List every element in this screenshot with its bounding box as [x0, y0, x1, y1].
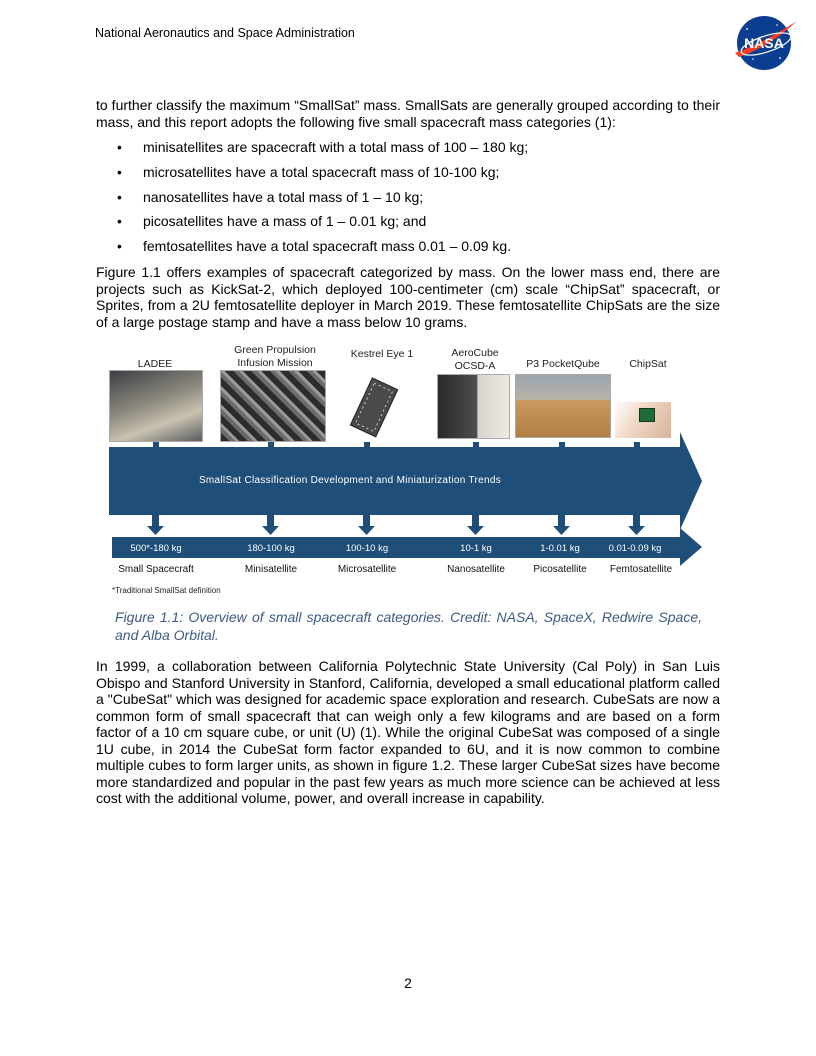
mass-range-label: 180-100 kg	[247, 543, 295, 554]
mass-range-label: 0.01-0.09 kg	[608, 543, 662, 554]
smallsat-classification-figure	[105, 340, 715, 602]
mass-range-label: 500*-180 kg	[130, 543, 182, 554]
classification-arrows	[105, 340, 715, 602]
nasa-logo-icon	[733, 13, 799, 73]
category-label: Small Spacecraft	[118, 564, 194, 575]
mission-label: ChipSat	[629, 358, 667, 370]
arrow-title: SmallSat Classification Development and Miniaturization Trends	[198, 475, 502, 486]
bullet-mark: •	[117, 213, 122, 230]
category-label: Minisatellite	[244, 564, 298, 575]
category-label: Femtosatellite	[609, 564, 673, 575]
list-item	[117, 164, 528, 189]
nasa-logo-text: NASA	[744, 35, 784, 51]
mass-category-list	[117, 139, 528, 263]
bullet-mark: •	[117, 139, 122, 155]
bullet-mark: •	[117, 163, 122, 180]
figure-footnote: *Traditional SmallSat definition	[112, 586, 221, 595]
list-item-text: femtosatellites have a total spacecraft mass 0.01 – 0.09 kg.	[143, 238, 512, 255]
header-organization: National Aeronautics and Space Administration	[95, 26, 355, 40]
list-item-text: minisatellites are spacecraft with a total mass of 100 – 180 kg;	[143, 139, 529, 155]
list-item-text: picosatellites have a mass of 1 – 0.01 kg; and	[143, 213, 427, 230]
page-number: 2	[404, 975, 412, 991]
mission-label: Kestrel Eye 1	[350, 348, 414, 360]
category-label: Nanosatellite	[447, 564, 505, 575]
list-item	[117, 189, 528, 214]
paragraph-figure-intro: Figure 1.1 offers examples of spacecraft categorized by mass. On the lower mass end, there are projects such as KickSat-2, which deployed 100-centimeter (cm) scale “ChipSat” spacecraft, or Sprites, from a 2U femtosatellite deployer in March 2019. These femtosatellite ChipSats are the size of a large postage stamp and have a mass below 10 grams.	[96, 264, 720, 330]
mass-range-label: 100-10 kg	[345, 543, 389, 554]
mass-range-label: 1-0.01 kg	[540, 543, 580, 554]
paragraph-intro: to further classify the maximum “SmallSat” mass. SmallSats are generally grouped according to their mass, and this report adopts the following five small spacecraft mass categories (1):	[96, 97, 720, 130]
list-item	[117, 139, 528, 164]
category-label: Picosatellite	[533, 564, 587, 575]
figure-caption: Figure 1.1: Overview of small spacecraft categories. Credit: NASA, SpaceX, Redwire Space, and Alba Orbital.	[115, 609, 702, 643]
bullet-mark: •	[117, 188, 122, 205]
list-item-text: nanosatellites have a total mass of 1 – 10 kg;	[143, 188, 424, 205]
mission-label: AeroCube OCSD-A	[451, 347, 499, 372]
category-label: Microsatellite	[337, 564, 397, 575]
list-item-text: microsatellites have a total spacecraft mass of 10-100 kg;	[143, 163, 500, 180]
mass-range-label: 10-1 kg	[460, 543, 492, 554]
mission-label: LADEE	[137, 358, 173, 370]
mission-label: P3 PocketQube	[526, 358, 600, 370]
bullet-mark: •	[117, 238, 122, 255]
list-item	[117, 238, 528, 263]
list-item	[117, 213, 528, 238]
mission-label: Green Propulsion Infusion Mission	[234, 344, 316, 369]
paragraph-cubesat-history: In 1999, a collaboration between California Polytechnic State University (Cal Poly) in San Luis Obispo and Stanford University in Stanford, California, developed a small educational platform called a "CubeSat" which was designed for academic space exploration and research. CubeSats are now a common form of small spacecraft that can weigh only a few kilograms and are based on a form factor of a 10 cm square cube, or unit (U) (1). While the original CubeSat was composed of a single 1U cube, in 2014 the CubeSat form factor expanded to 6U, and it is now common to combine multiple cubes to form larger units, as shown in figure 1.2. These larger CubeSat sizes have become more standardized and popular in the past few years as much more science can be achieved at less cost with the additional volume, power, and overall increase in capability.	[96, 658, 720, 806]
